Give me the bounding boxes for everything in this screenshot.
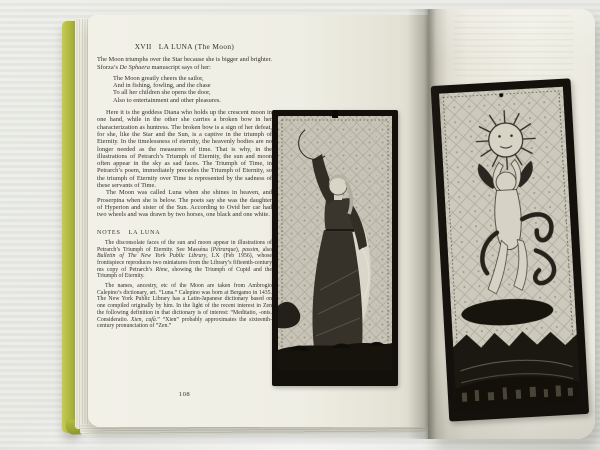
note-text: The disconsolate faces of the sun and moon appear in illustrations of Petrarch’s Triumph of Eternity. See Masséna ( <box>97 239 272 253</box>
intro-text: The Moon triumphs over the Star because she is bigger and brighter. Sforza’s <box>97 56 272 71</box>
left-page <box>88 15 428 427</box>
note-paragraph-1 <box>97 240 272 280</box>
note-text: The names, ancestry, etc of the Moon are taken from Ambrogio Calepino’s dictionary, art. “Luna.” Calepino was born at Bergamo in 1435. The New York Public Library has a Latin-Japanese dictionary based on one compiled originally by him. In the light of the recent interest in Zen the following definition in that dictionary is of interest: “Meditatio, -onis. Consideratio. <box>97 283 272 323</box>
moon-card-photo <box>272 110 398 386</box>
verse-line: To all her children she opens the door, <box>113 89 211 97</box>
text-showthrough <box>454 15 574 77</box>
note-passim: passim <box>242 246 259 253</box>
notes-label: NOTES <box>97 229 121 236</box>
intro-text-end: manuscript says of her: <box>149 63 211 71</box>
page-number: 108 <box>178 391 191 398</box>
note-text: ” “Xien” probably approximates the sixteenth-century pronunciation of “Zen.” <box>97 316 272 330</box>
note-text: ), <box>235 246 243 253</box>
note-text: , showing the Triumph of Cupid and the Triumph of Eternity. <box>97 266 272 280</box>
sun-card-photo <box>431 78 590 421</box>
note-title-petrarque: Pétrarque <box>212 246 236 253</box>
chapter-numeral: XVII <box>134 42 152 51</box>
note-title-rime: Rime <box>155 266 168 273</box>
chapter-title <box>97 43 272 50</box>
moon-card-illustration <box>272 110 398 386</box>
sun-card-illustration <box>431 78 590 421</box>
chapter-name: LA LUNA <box>158 42 193 51</box>
note-paragraph-2 <box>97 283 272 330</box>
verse-line: The Moon greatly cheers the sailor, <box>113 74 204 82</box>
right-page <box>428 9 595 439</box>
text-column <box>97 30 272 333</box>
paragraph-luna: The Moon was called Luna when she shines in heaven, and Proserpina when she is below. The poets say she was the daughter of Hyperion and sister of the Sun. According to Ovid her car had two wheels and was drawn by two horses, one black and one white. <box>97 189 272 219</box>
verse-quotation <box>113 75 272 104</box>
note-text: , also <box>258 246 272 253</box>
top-tab <box>332 110 338 118</box>
verse-line: Also to entertainment and other pleasures. <box>113 96 221 104</box>
notes-heading <box>97 230 272 237</box>
note-xien-cufa: Xien, cufà. <box>130 316 158 323</box>
notes-subject: LA LUNA <box>128 229 161 236</box>
note-text: , LX (Feb 1956), whose frontispiece reproduces two miniatures from the Library’s fifteenth-century ms copy of Petrarch’s <box>97 253 272 273</box>
note-title-bulletin: Bulletin of The New York Public Library <box>97 253 207 260</box>
intro-book-title: De Sphaera <box>119 63 150 71</box>
intro-paragraph <box>97 56 272 71</box>
paragraph-diana: Here it is the goddess Diana who holds up the crescent moon in one hand, while in the other she carries a broken bow in her characterization as huntress. The broken bow is a sign of her defeat, for she, like the Star and the Sun, is a captive in the triumph of Eternity. In the timelessness of eternity, the heavenly bodies are no longer needed as the measurers of time. That is why, in the illustrations of Petrarch’s Triumph of Eternity, the sun and moon often appear in the sky as sad faces. The Triumph of Time, in Petrarch’s poem, immediately precedes the Triumph of Eternity, so the triumph of Eternity over Time is represented by the sadness of these servants of Time. <box>97 109 272 190</box>
chapter-subtitle: (The Moon) <box>194 42 235 51</box>
verse-line: And in fishing, fowling, and the chase <box>113 82 211 90</box>
